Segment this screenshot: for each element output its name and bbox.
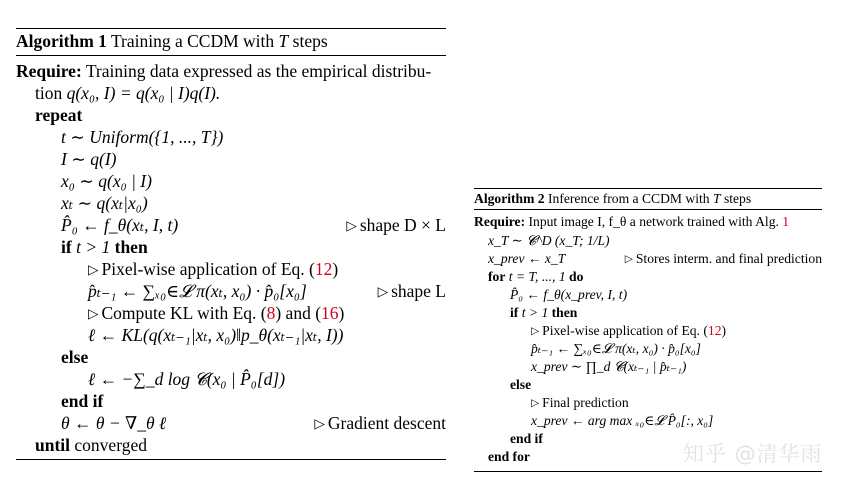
algorithm-2-caption: Algorithm 2 Inference from a CCDM with T steps — [474, 191, 752, 206]
update-theta-line: θ ← θ − ∇_θ ℓ — [61, 413, 167, 433]
stores-comment: ▷ Stores interm. and final prediction — [624, 251, 822, 266]
pixelwise-comment: ▷ Pixel-wise application of Eq. (12) — [88, 259, 339, 279]
triangle-icon: ▷ — [346, 218, 357, 234]
triangle-icon: ▷ — [531, 325, 540, 337]
algorithm-1 — [16, 28, 446, 460]
eq-12-link[interactable]: 12 — [314, 259, 333, 279]
alg-1-link[interactable]: 1 — [782, 214, 790, 229]
sample-xprev-line: x_prev ∼ ∏_d 𝓒(xₜ₋₁ | p̂ₜ₋₁) — [531, 359, 687, 374]
sample-t-line: t ∼ Uniform({1, ..., T}) — [61, 127, 224, 147]
sample-xt-line: xₜ ∼ q(xₜ|x₀) — [61, 193, 148, 213]
caption-rule — [16, 55, 446, 56]
top-rule — [474, 188, 822, 189]
sample-x0-line: x₀ ∼ q(x₀ | I) — [61, 171, 152, 191]
require-line-2: tion q(x₀, I) = q(x₀ | I)q(I). — [35, 83, 221, 103]
require-line: Require: Input image I, f_θ a network trained with Alg. 1 — [474, 214, 790, 229]
argmax-line: x_prev ← arg max ₓ₀∈𝓛 P̂₀[:, x₀] — [531, 413, 714, 428]
caption-label: Algorithm 1 — [16, 31, 107, 51]
gradient-descent-comment: ▷ Gradient descent — [314, 413, 446, 433]
if-line: if t > 1 then — [510, 305, 578, 320]
else-keyword: else — [510, 377, 532, 392]
pixelwise-comment: ▷ Pixel-wise application of Eq. (12) — [531, 323, 727, 338]
triangle-icon: ▷ — [88, 262, 99, 278]
for-line: for t = T, ..., 1 do — [488, 269, 584, 284]
predict-P0-line: P̂₀ ← f_θ(xₜ, I, t) — [61, 215, 179, 235]
shape-L-comment: ▷ shape L — [377, 281, 446, 301]
end-if-keyword: end if — [61, 391, 104, 411]
bottom-rule — [474, 471, 822, 472]
init-xT-line: x_T ∼ 𝓒^D (x_T; 1/L) — [488, 233, 610, 248]
shape-DL-comment: ▷ shape D × L — [346, 215, 446, 235]
eq-16-link[interactable]: 16 — [321, 303, 339, 323]
init-xprev-line: x_prev ← x_T — [488, 251, 566, 266]
if-line: if t > 1 then — [61, 237, 148, 257]
watermark-text: 知乎 @清华雨 — [683, 442, 823, 466]
triangle-icon: ▷ — [314, 416, 325, 432]
end-if-keyword: end if — [510, 431, 543, 446]
bottom-rule — [16, 459, 446, 460]
algorithm-1-caption: Algorithm 1 Training a CCDM with T steps — [16, 31, 328, 51]
caption-label: Algorithm 2 — [474, 191, 545, 206]
eq-12-link[interactable]: 12 — [707, 323, 722, 338]
kl-loss-line: ℓ ← KL(q(xₜ₋₁|xₜ, x₀)‖p_θ(xₜ₋₁|xₜ, I)) — [88, 325, 344, 345]
final-prediction-comment: ▷ Final prediction — [531, 395, 629, 410]
require-line: Require: Training data expressed as the empirical distribu- — [16, 61, 432, 81]
caption-rule — [474, 209, 822, 210]
sample-I-line: I ∼ q(I) — [61, 149, 117, 169]
else-keyword: else — [61, 347, 89, 367]
eq-8-link[interactable]: 8 — [266, 303, 276, 323]
triangle-icon: ▷ — [624, 253, 633, 265]
posterior-line: p̂ₜ₋₁ ← ∑ₓ₀∈𝓛 π(xₜ, x₀) · p̂₀[x₀] — [88, 281, 307, 301]
triangle-icon: ▷ — [377, 284, 389, 300]
triangle-icon: ▷ — [88, 306, 99, 322]
compute-kl-comment: ▷ Compute KL with Eq. (8) and (16) — [88, 303, 345, 323]
end-for-keyword: end for — [488, 449, 530, 464]
predict-P0-line: P̂₀ ← f_θ(x_prev, I, t) — [510, 287, 628, 302]
algorithm-2 — [474, 188, 822, 463]
posterior-line: p̂ₜ₋₁ ← ∑ₓ₀∈𝓛 π(xₜ, x₀) · p̂₀[x₀] — [531, 341, 701, 356]
nll-loss-line: ℓ ← −∑_d log 𝓒(x₀ | P̂₀[d]) — [88, 369, 286, 389]
until-line: until converged — [35, 435, 147, 455]
triangle-icon: ▷ — [531, 397, 540, 409]
top-rule — [16, 28, 446, 29]
repeat-keyword: repeat — [35, 105, 83, 125]
